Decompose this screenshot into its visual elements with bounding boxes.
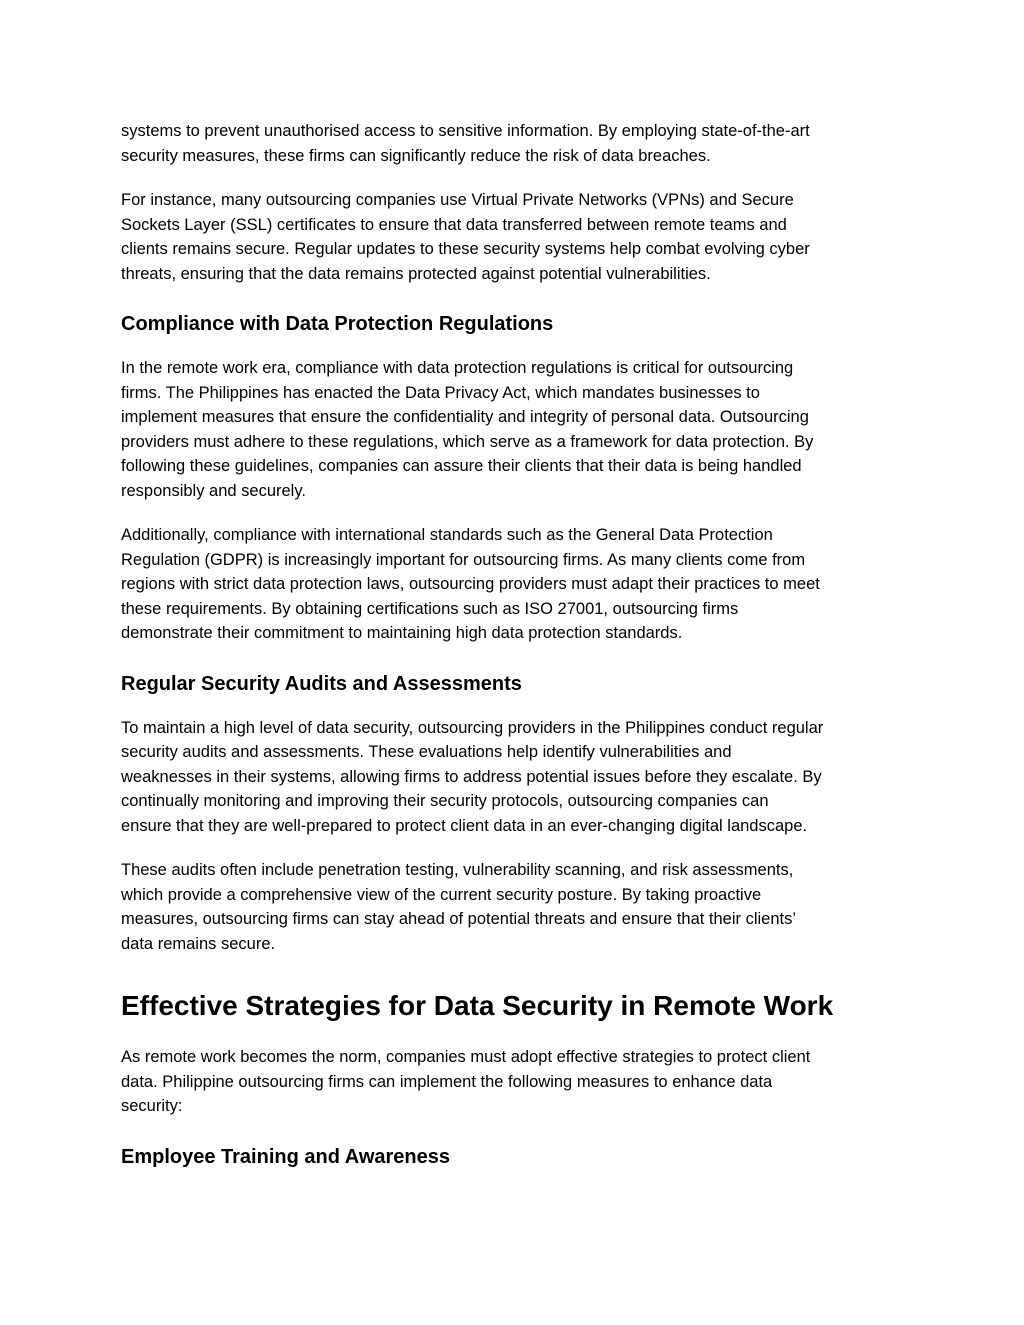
paragraph-remote-work-norm: As remote work becomes the norm, companies must adopt effective strategies to protect client data. Philippine outsourcing firms can implement the following measures to enhance data security:	[121, 1048, 811, 1115]
paragraph-penetration-testing: These audits often include penetration testing, vulnerability scanning, and risk assessments, which provide a comprehensive view of the current security posture. By taking proactive measures, outsourcing firms can stay ahead of potential threats and ensure that their clients’ data remains secure.	[121, 861, 797, 953]
paragraph-vpn-ssl: For instance, many outsourcing companies use Virtual Private Networks (VPNs) and Secure Sockets Layer (SSL) certificates to ensure that data transferred between remote teams and clients remains secure. Regular updates to these security systems help combat evolving cyber threats, ensuring that the data remains protected against potential vulnerabilities.	[121, 191, 810, 283]
document-page	[121, 119, 921, 1189]
heading-effective-strategies: Effective Strategies for Data Security in Remote Work	[121, 990, 834, 1021]
heading-security-audits: Regular Security Audits and Assessments	[121, 672, 522, 695]
paragraph-data-privacy-act: In the remote work era, compliance with data protection regulations is critical for outsourcing firms. The Philippines has enacted the Data Privacy Act, which mandates businesses to implement measures that ensure the confidentiality and integrity of personal data. Outsourcing providers must adhere to these regulations, which serve as a framework for data protection. By following these guidelines, companies can assure their clients that their data is being handled responsibly and securely.	[121, 359, 814, 500]
paragraph-gdpr: Additionally, compliance with international standards such as the General Data Protection Regulation (GDPR) is increasingly important for outsourcing firms. As many clients come from regions with strict data protection laws, outsourcing providers must adapt their practices to meet these requirements. By obtaining certifications such as ISO 27001, outsourcing firms demonstrate their commitment to maintaining high data protection standards.	[121, 526, 820, 642]
heading-employee-training: Employee Training and Awareness	[121, 1145, 451, 1168]
heading-compliance: Compliance with Data Protection Regulations	[121, 313, 554, 335]
paragraph-security-systems: systems to prevent unauthorised access to sensitive information. By employing state-of-the-art security measures, these firms can significantly reduce the risk of data breaches.	[121, 122, 810, 165]
paragraph-audits: To maintain a high level of data security, outsourcing providers in the Philippines conduct regular security audits and assessments. These evaluations help identify vulnerabilities and weaknesses in their systems, allowing firms to address potential issues before they escalate. By continually monitoring and improving their security protocols, outsourcing companies can ensure that they are well-prepared to protect client data in an ever-changing digital landscape.	[121, 718, 824, 835]
